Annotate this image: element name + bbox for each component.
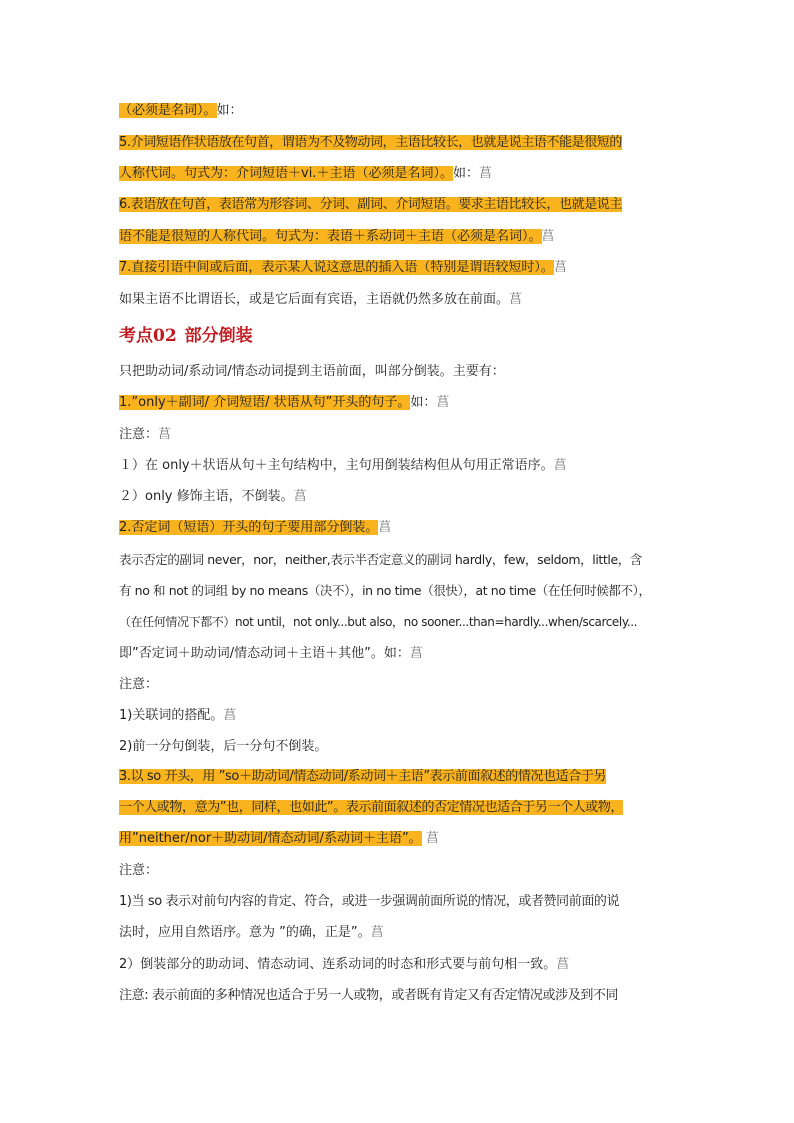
text-line bbox=[119, 518, 391, 538]
plain-text: 2）倒装部分的助动词、情态动词、连系动词的时态和形式要与前句相一致。 bbox=[119, 957, 557, 972]
paragraph-mark: 菖 bbox=[158, 427, 172, 442]
plain-text: 1)关联词的搭配。 bbox=[119, 708, 224, 723]
text-line bbox=[119, 737, 327, 757]
paragraph-mark: 菖 bbox=[436, 395, 450, 410]
highlighted-text: 7.直接引语中间或后面，表示某人说这意思的插入语（特别是谓语较短时）。 bbox=[119, 260, 554, 275]
text-line bbox=[119, 923, 384, 943]
highlighted-text: 人称代词。句式为：介词短语＋vi.＋主语（必须是名词）。 bbox=[119, 166, 453, 181]
plain-text: ２）only 修饰主语，不倒装。 bbox=[119, 489, 294, 504]
plain-text: 如： bbox=[452, 166, 479, 181]
text-line bbox=[119, 892, 619, 912]
text-line bbox=[119, 675, 158, 695]
paragraph-mark: 菖 bbox=[370, 925, 384, 940]
paragraph-mark: 菖 bbox=[409, 646, 423, 661]
text-line bbox=[119, 829, 439, 849]
paragraph-mark: 菖 bbox=[223, 708, 237, 723]
paragraph-mark: 菖 bbox=[509, 292, 523, 307]
text-line bbox=[119, 456, 567, 476]
paragraph-mark: 菖 bbox=[553, 458, 567, 473]
text-line bbox=[119, 227, 555, 247]
text-line bbox=[119, 258, 567, 278]
text-line bbox=[119, 101, 243, 121]
highlighted-text: 用”neither/nor＋助动词/情态动词/系动词＋主语”。 bbox=[119, 831, 422, 846]
plain-text: １）在 only＋状语从句＋主句结构中，主句用倒装结构但从句用正常语序。 bbox=[119, 458, 554, 473]
highlighted-text: 5.介词短语作状语放在句首，谓语为不及物动词，主语比较长，也就是说主语不能是很短的 bbox=[119, 135, 623, 150]
text-line bbox=[119, 195, 622, 215]
plain-text: （在任何情况下都不）not until，not only...but also，no sooner...than=hardly...when/scarcely... bbox=[119, 615, 638, 629]
paragraph-mark: 菖 bbox=[541, 229, 555, 244]
paragraph-mark: 菖 bbox=[556, 957, 570, 972]
heading-title: 部分倒装 bbox=[184, 326, 253, 346]
plain-text: 如： bbox=[410, 395, 437, 410]
text-line bbox=[119, 425, 171, 445]
plain-text: 如： bbox=[216, 103, 243, 118]
plain-text: 即”否定词＋助动词/情态动词＋主语＋其他”。如： bbox=[119, 646, 410, 661]
paragraph-mark: 菖 bbox=[553, 260, 567, 275]
plain-text: 如果主语不比谓语长，或是它后面有宾语，主语就仍然多放在前面。 bbox=[119, 292, 510, 307]
highlighted-text: 一个人或物，意为”也，同样，也如此”。表示前面叙述的否定情况也适合于另一个人或物， bbox=[119, 800, 624, 815]
text-line bbox=[119, 164, 492, 184]
plain-text: 有 no 和 not 的词组 by no means（决不），in no time（很快），at no time（在任何时候都不）， bbox=[119, 583, 651, 598]
section-heading bbox=[119, 324, 253, 348]
text-line bbox=[119, 767, 606, 787]
plain-text: 2)前一分句倒装，后一分句不倒装。 bbox=[119, 739, 328, 754]
text-line bbox=[119, 706, 236, 726]
text-line bbox=[119, 393, 449, 413]
text-line bbox=[119, 487, 307, 507]
plain-text: 注意: 表示前面的多种情况也适合于另一人或物，或者既有肯定又有否定情况或涉及到不同 bbox=[119, 988, 619, 1003]
plain-text: 表示否定的副词 never，nor，neither,表示半否定意义的副词 hardly，few，seldom，little，含 bbox=[119, 552, 642, 567]
text-line bbox=[119, 550, 642, 570]
highlighted-text: 2.否定词（短语）开头的句子要用部分倒装。 bbox=[119, 520, 379, 535]
paragraph-mark: 菖 bbox=[378, 520, 392, 535]
plain-text: 法时，应用自然语序。意为 ”的确，正是”。 bbox=[119, 925, 371, 940]
plain-text: 注意： bbox=[119, 677, 159, 692]
highlighted-text: 语不能是很短的人称代词。句式为：表语＋系动词＋主语（必须是名词）。 bbox=[119, 229, 542, 244]
paragraph-mark: 菖 bbox=[293, 489, 307, 504]
plain-text: 只把助动词/系动词/情态动词提到主语前面，叫部分倒装。主要有： bbox=[119, 364, 505, 379]
text-line bbox=[119, 133, 622, 153]
text-line bbox=[119, 955, 569, 975]
paragraph-mark: 菖 bbox=[478, 166, 492, 181]
text-line bbox=[119, 362, 505, 382]
highlighted-text: （必须是名词）。 bbox=[119, 103, 217, 118]
paragraph-mark: 菖 bbox=[425, 831, 439, 846]
text-line bbox=[119, 986, 618, 1006]
text-line bbox=[119, 644, 423, 664]
text-line bbox=[119, 581, 651, 601]
highlighted-text: 6.表语放在句首，表语常为形容词、分词、副词、介词短语。要求主语比较长，也就是说主 bbox=[119, 197, 623, 212]
text-line bbox=[119, 798, 623, 818]
heading-number: 考点02 bbox=[119, 326, 177, 346]
highlighted-text: 3.以 so 开头，用 ”so＋助动词/情态动词/系动词＋主语”表示前面叙述的情况也适合于另 bbox=[119, 769, 607, 784]
text-line bbox=[119, 861, 158, 881]
plain-text: 1)当 so 表示对前句内容的肯定、符合，或进一步强调前面所说的情况，或者赞同前面的说 bbox=[119, 894, 620, 909]
text-line bbox=[119, 612, 637, 632]
plain-text: 注意： bbox=[119, 863, 159, 878]
highlighted-text: 1.”only＋副词/ 介词短语/ 状语从句”开头的句子。 bbox=[119, 395, 411, 410]
text-line bbox=[119, 290, 522, 310]
plain-text: 注意： bbox=[119, 427, 159, 442]
